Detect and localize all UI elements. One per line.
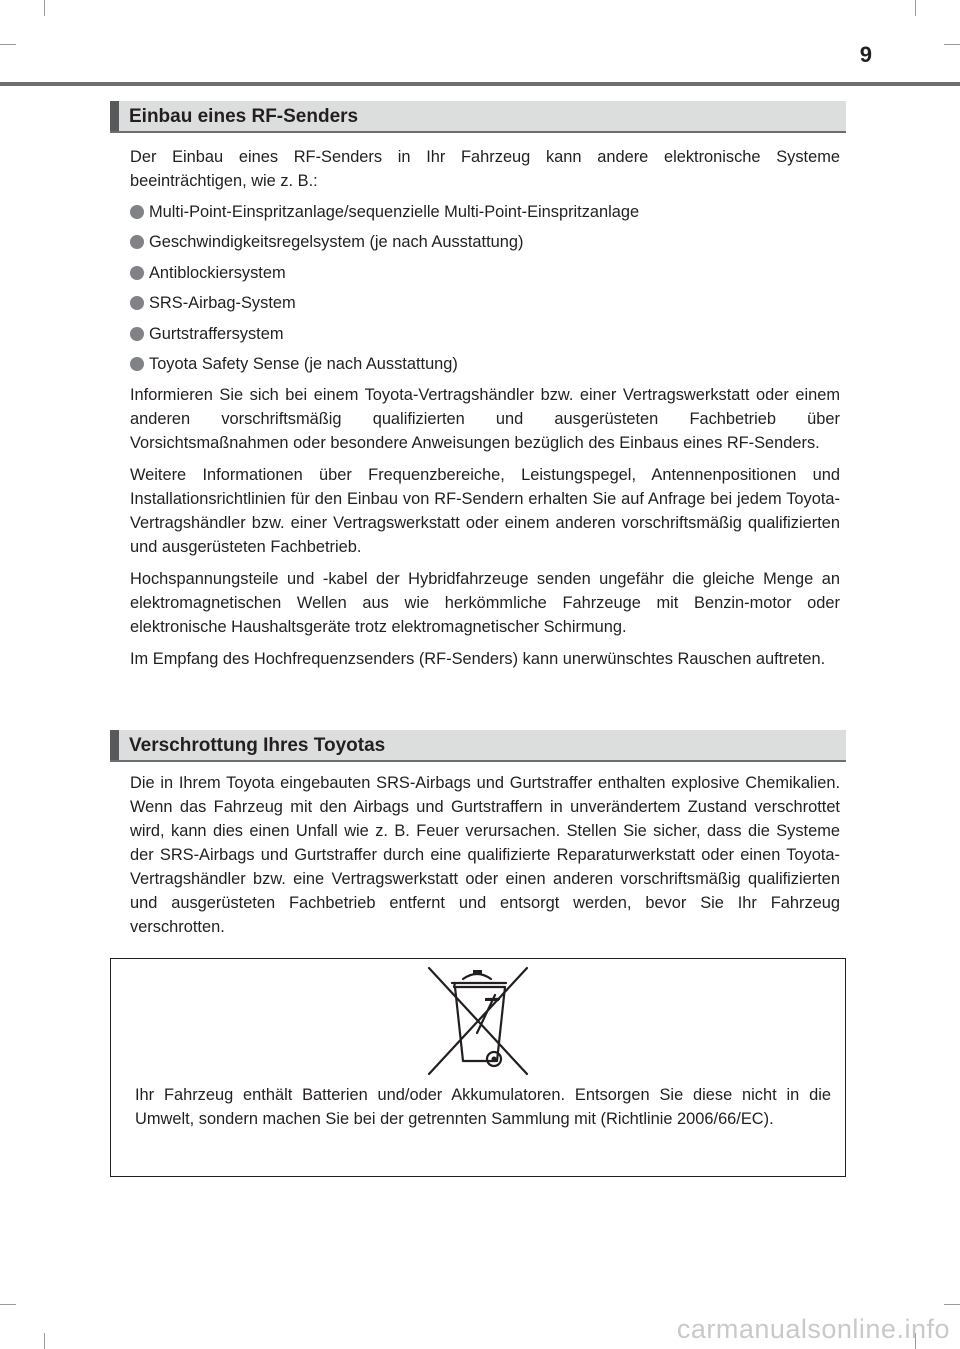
section-header-verschrottung: [110, 730, 846, 762]
intro-paragraph: Der Einbau eines RF-Senders in Ihr Fahrzeug kann andere elektronische Systeme beeinträchtigen, wie z. B.:: [130, 148, 840, 190]
bullet-icon: [130, 296, 144, 310]
body-paragraph: Weitere Informationen über Frequenzbereiche, Leistungspegel, Antennenpositionen und Installationsrichtlinien für den Einbau von RF-Sendern erhalten Sie auf Anfrage bei jedem Toyota-Vertragshändler bzw. einer Vertragswerkstatt oder einem anderen vorschriftsmäßig qualifizierten und ausgerüsteten Fachbetrieb.: [130, 466, 840, 556]
section-header-rf-sender: [110, 101, 846, 133]
body-paragraph: Die in Ihrem Toyota eingebauten SRS-Airbags und Gurtstraffer enthalten explosive Chemikalien. Wenn das Fahrzeug mit den Airbags und Gurtstraffern in unverändertem Zustand verschrottet wird, kann dies einen Unfall wie z. B. Feuer verursachen. Stellen Sie sicher, dass die Systeme der SRS-Airbags und Gurtstraffer durch eine qualifizierte Reparaturwerkstatt oder einen Toyota-Vertragshändler bzw. eine Vertragswerkstatt oder einen anderen vorschriftsmäßig qualifizierten und ausgerüsteten Fachbetrieb entfernt und entsorgt werden, bevor Sie Ihr Fahrzeug verschrotten.: [130, 774, 840, 936]
bullet-list: [130, 200, 840, 377]
bullet-icon: [130, 235, 144, 249]
list-item: [130, 352, 840, 376]
crop-mark-bottom-right-h: [944, 1304, 960, 1305]
crop-mark-top-left-v: [44, 0, 45, 16]
list-item-text: Toyota Safety Sense (je nach Ausstattung): [149, 355, 458, 373]
bullet-icon: [130, 357, 144, 371]
section-title: Verschrottung Ihres Toyotas: [129, 735, 386, 756]
crop-mark-bottom-left-v: [44, 1333, 45, 1349]
section-header-bar: [110, 101, 119, 131]
bullet-icon: [130, 327, 144, 341]
body-paragraph: Im Empfang des Hochfrequenzsenders (RF-Senders) kann unerwünschtes Rauschen auftreten.: [130, 650, 826, 668]
bullet-icon: [130, 266, 144, 280]
list-item: [130, 291, 840, 315]
list-item-text: Multi-Point-Einspritzanlage/sequenzielle Multi-Point-Einspritzanlage: [149, 202, 640, 221]
section-body-rf-sender: [130, 145, 840, 671]
page-number: 9: [859, 42, 872, 67]
crossed-out-wheelie-bin-icon: [425, 965, 531, 1077]
list-item: [130, 261, 840, 285]
crop-mark-bottom-left-h: [0, 1304, 16, 1305]
watermark: carmanualsonline.info: [676, 1314, 950, 1344]
crop-mark-top-right-v: [915, 0, 916, 16]
list-item-text: SRS-Airbag-System: [149, 294, 296, 312]
list-item-text: Geschwindigkeitsregelsystem (je nach Ausstattung): [149, 233, 524, 251]
section-header-bar: [110, 730, 119, 760]
list-item-text: Antiblockiersystem: [149, 263, 286, 282]
body-paragraph: Hochspannungsteile und -kabel der Hybridfahrzeuge senden ungefähr die gleiche Menge an elektromagnetischen Wellen aus wie herkömmliche Fahrzeuge mit Benzin-motor oder elektronische Haushaltsgeräte trotz elektromagnetischer Schirmung.: [130, 570, 840, 636]
body-paragraph: Informieren Sie sich bei einem Toyota-Vertragshändler bzw. einer Vertragswerkstatt oder einem anderen vorschriftsmäßig qualifizierten und ausgerüsteten Fachbetrieb über Vorsichtsmaßnahmen oder besondere Anweisungen bezüglich des Einbaus eines RF-Senders.: [130, 386, 840, 452]
list-item-text: Gurtstraffersystem: [149, 324, 284, 343]
section-title: Einbau eines RF-Senders: [129, 106, 359, 127]
crop-mark-top-left-h: [0, 44, 16, 45]
battery-disposal-notice: [110, 958, 846, 1177]
section-body-verschrottung: [130, 771, 840, 939]
bullet-icon: [130, 205, 144, 219]
notice-text: Ihr Fahrzeug enthält Batterien und/oder Akkumulatoren. Entsorgen Sie diese nicht in die Umwelt, sondern machen Sie bei der getrennten Sammlung mit (Richtlinie 2006/66/EC).: [135, 1086, 831, 1128]
top-rule: [0, 82, 960, 86]
list-item: [130, 230, 840, 254]
crop-mark-top-right-h: [944, 44, 960, 45]
list-item: [130, 200, 840, 224]
list-item: [130, 322, 840, 346]
